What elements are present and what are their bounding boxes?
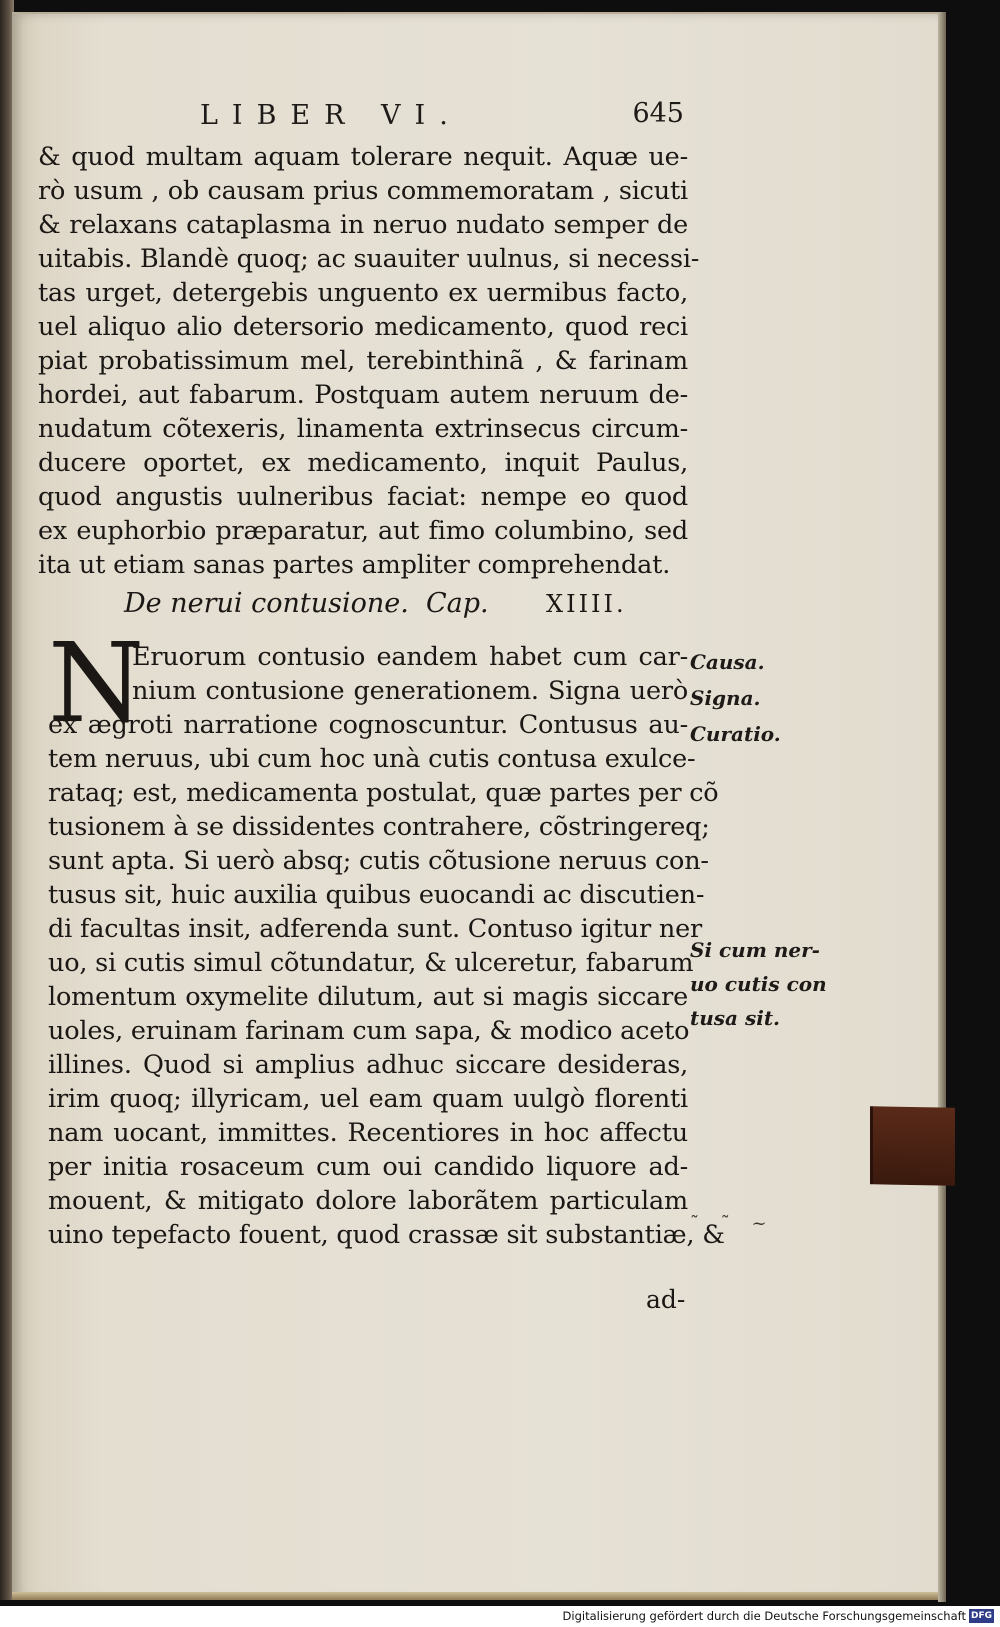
text-line: hordei, aut fabarum. Postquam autem neruum de- — [38, 380, 688, 410]
text-line: uel aliquo alio detersorio medicamento, quod reci — [38, 312, 688, 342]
chapter-body — [48, 640, 725, 1252]
footer-bar — [0, 1606, 1000, 1627]
text-line: uino tepefacto fouent, quod crassæ sit substantiæ, & — [48, 1220, 725, 1250]
body-text — [38, 140, 700, 582]
drop-cap: N — [48, 619, 145, 747]
text-line: Eruorum contusio eandem habet cum car- — [132, 642, 688, 672]
page-right-edge — [938, 12, 946, 1602]
text-line: & relaxans cataplasma in neruo nudato semper de — [38, 210, 688, 240]
text-line: lomentum oxymelite dilutum, aut si magis siccare — [48, 982, 688, 1012]
text-line: tusionem à se dissidentes contrahere, cõstringereq; — [48, 812, 710, 842]
text-line: ex euphorbio præparatur, aut fimo columbino, sed — [38, 516, 688, 546]
text-line: nam uocant, immittes. Recentiores in hoc affectu — [48, 1118, 688, 1148]
text-line: tem neruus, ubi cum hoc unà cutis contusa exulce- — [48, 744, 696, 774]
marginal-note-causa: Causa. — [690, 650, 765, 674]
chapter-title: De nerui contusione. — [124, 588, 409, 619]
text-line: mouent, & mitigato dolore laborãtem particulam — [48, 1186, 688, 1216]
chapter-number: XIIII. — [546, 590, 627, 618]
text-line: quod angustis uulneribus faciat: nempe eo quod — [38, 482, 688, 512]
text-line: uitabis. Blandè quoq; ac suauiter uulnus, si necessi- — [38, 244, 700, 274]
text-line: rò usum , ob causam prius commemoratam , sicuti — [38, 176, 688, 206]
marginal-note-si-cum-3: tusa sit. — [690, 1006, 781, 1030]
text-line: di facultas insit, adferenda sunt. Contuso igitur ner — [48, 914, 702, 944]
running-title: LIBER VI. — [200, 100, 462, 131]
text-line: tusus sit, huic auxilia quibus euocandi ac discutien- — [48, 880, 705, 910]
marginal-note-si-cum-2: uo cutis con — [690, 972, 827, 996]
text-line: & quod multam aquam tolerare nequit. Aquæ ue- — [38, 142, 688, 172]
chapter-heading — [124, 588, 627, 628]
text-line: illines. Quod si amplius adhuc siccare desideras, — [48, 1050, 688, 1080]
footer-credit: Digitalisierung gefördert durch die Deutsche Forschungsgemeinschaft — [562, 1609, 966, 1623]
text-line: tas urget, detergebis unguento ex uermibus facto, — [38, 278, 688, 308]
text-line: piat probatissimum mel, terebinthinã , & farinam — [38, 346, 688, 376]
margin-ink-mark: ˜ ˜ ~ — [690, 1213, 775, 1234]
running-head — [200, 98, 684, 134]
catchword: ad- — [646, 1285, 686, 1314]
chapter-cap-label: Cap. — [426, 588, 489, 619]
dfg-logo: DFG — [970, 1611, 992, 1621]
marginal-note-signa: Signa. — [690, 686, 761, 710]
leather-tab-marker — [870, 1106, 955, 1185]
page-bottom-edge — [12, 1592, 940, 1600]
text-line: nium contusione generationem. Signa uerò — [132, 676, 688, 706]
text-line: nudatum cõtexeris, linamenta extrinsecus circum- — [38, 414, 688, 444]
text-line: uoles, eruinam farinam cum sapa, & modico aceto — [48, 1016, 690, 1046]
text-line: per initia rosaceum cum oui candido liquore ad- — [48, 1152, 688, 1182]
page-number: 645 — [632, 98, 684, 129]
marginal-note-si-cum-1: Si cum ner- — [690, 938, 820, 962]
text-line: sunt apta. Si uerò absq; cutis cõtusione neruus con- — [48, 846, 709, 876]
text-line: ita ut etiam sanas partes ampliter comprehendat. — [38, 550, 671, 580]
text-line: irim quoq; illyricam, uel eam quam uulgò florenti — [48, 1084, 688, 1114]
text-line: uo, si cutis simul cõtundatur, & ulceretur, fabarum — [48, 948, 694, 978]
marginal-note-curatio: Curatio. — [690, 722, 781, 746]
text-line: rataq; est, medicamenta postulat, quæ partes per cõ — [48, 778, 719, 808]
text-line: ex ægroti narratione cognoscuntur. Contusus au- — [48, 710, 688, 740]
text-line: ducere oportet, ex medicamento, inquit Paulus, — [38, 448, 688, 478]
